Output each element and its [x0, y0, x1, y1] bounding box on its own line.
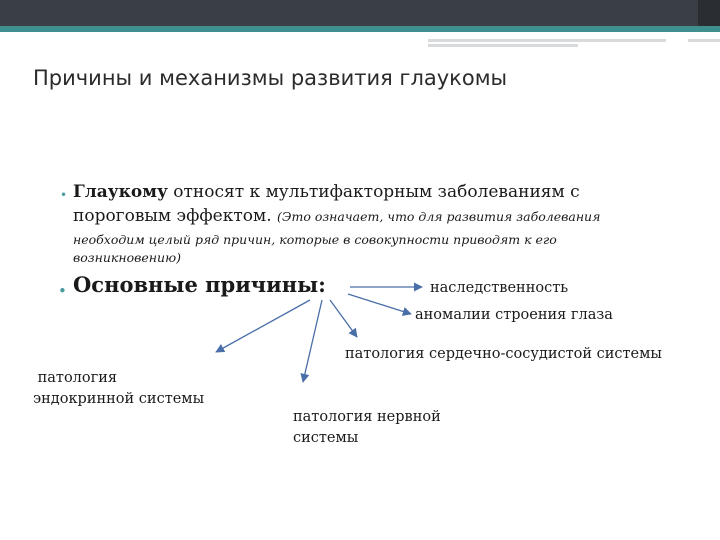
cause-endocrine-line1: патология — [33, 370, 118, 386]
arrow-to-nervous — [303, 300, 322, 382]
point1-line2-main: пороговым эффектом. — [73, 206, 278, 226]
cause-endocrine-line2: эндокринной системы — [33, 391, 205, 407]
cause-nervous-line1: патология нервной — [293, 409, 441, 425]
point1-lead-bold: Глаукому — [73, 182, 168, 202]
cause-nervous — [293, 407, 441, 449]
point1-line2-note: (Это означает, что для развития заболевания — [277, 209, 601, 224]
point1-line3-note: необходим целый ряд причин, которые в совокупности приводят к его — [73, 232, 557, 247]
bullet-icon: • — [58, 282, 67, 300]
cause-eye-anomalies: аномалии строения глаза — [415, 307, 613, 323]
arrow-to-eye-anomalies — [348, 294, 411, 314]
cause-endocrine — [33, 368, 204, 410]
cause-cardiovascular: патология сердечно-сосудистой системы — [345, 346, 662, 362]
bullet-icon: • — [60, 188, 68, 202]
cause-nervous-line2: системы — [293, 430, 359, 446]
main-causes-heading: Основные причины: — [73, 272, 326, 297]
point1-line4-note: возникновению) — [73, 250, 181, 265]
slide-title: Причины и механизмы развития глаукомы — [33, 66, 508, 90]
arrow-to-cardiovascular — [330, 300, 357, 337]
arrow-to-endocrine — [216, 300, 310, 352]
point1-lead-rest: относят к мультифакторным заболеваниям с — [167, 182, 580, 202]
cause-heredity: наследственность — [430, 280, 569, 296]
